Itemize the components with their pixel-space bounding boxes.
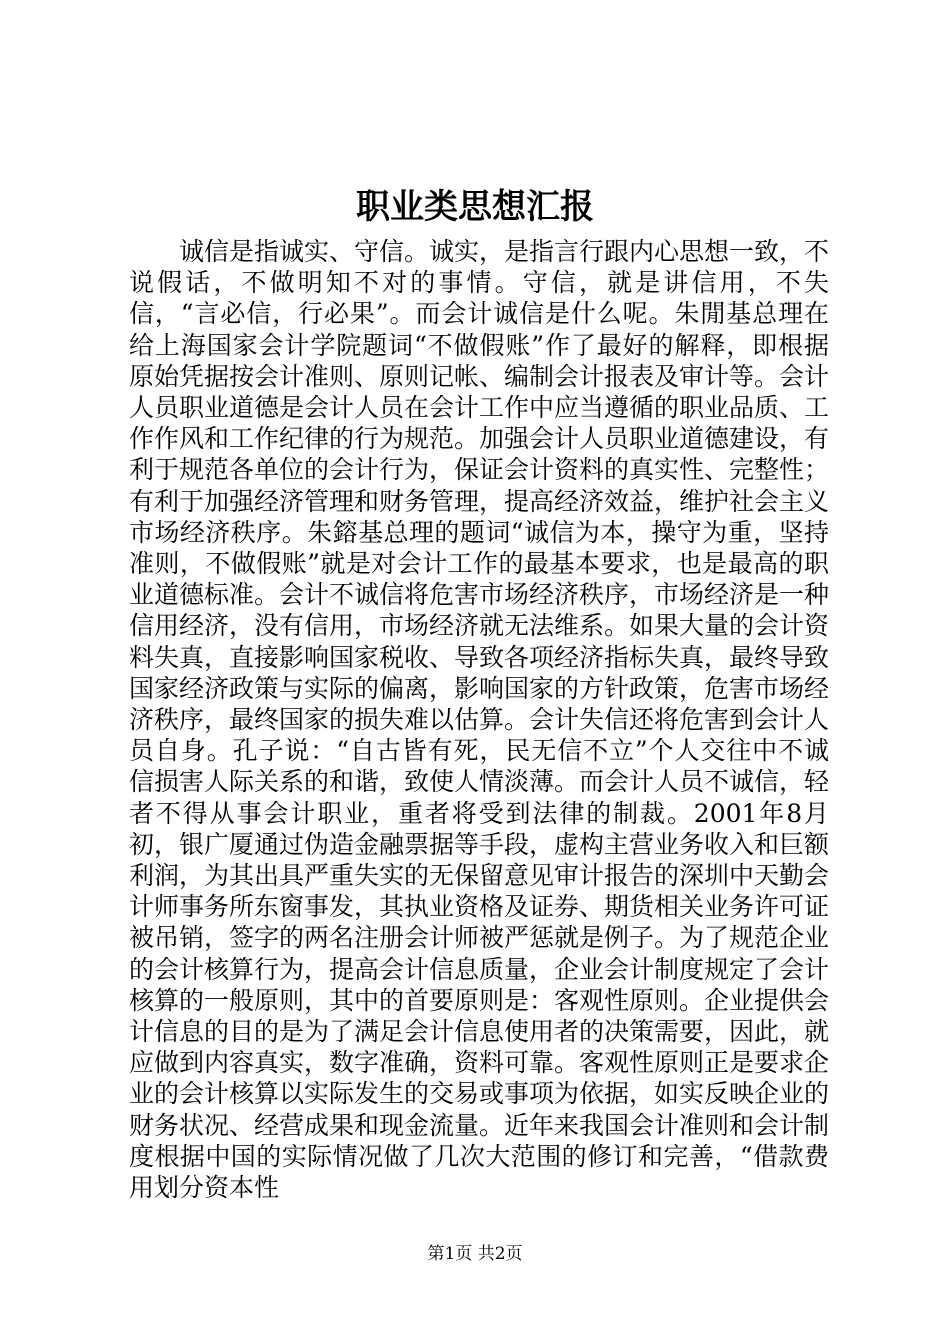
page-number-footer: 第1页 共2页 — [427, 1244, 523, 1264]
document-body-paragraph: 诚信是指诚实、守信。诚实，是指言行跟内心思想一致，不说假话，不做明知不对的事情。守信，就是讲信用，不失信，“言必信，行必果”。而会计诚信是什么呢。朱閒基总理在给上海国家会计学院题词“不做假账”作了最好的解释，即根据原始凭据按会计准则、原则记帐、编制会计报表及审计等。会计人员职业道德是会计人员在会计工作中应当遵循的职业品质、工作作风和工作纪律的行为规范。加强会计人员职业道德建设，有利于规范各单位的会计行为，保证会计资料的真实性、完整性；有利于加强经济管理和财务管理，提高经济效益，维护社会主义市场经济秩序。朱鎔基总理的题词“诚信为本，操守为重，坚持准则，不做假账”就是对会计工作的最基本要求，也是最高的职业道德标准。会计不诚信将危害市场经济秩序，市场经济是一种信用经济，没有信用，市场经济就无法维系。如果大量的会计资料失真，直接影响国家税收、导致各项经济指标失真，最终导致国家经济政策与实际的偏离，影响国家的方针政策，危害市场经济秩序，最终国家的损失难以估算。会计失信还将危害到会计人员自身。孔子说：“自古皆有死，民无信不立”个人交往中不诚信损害人际关系的和谐，致使人情淡薄。而会计人员不诚信，轻者不得从事会计职业，重者将受到法律的制裁。2001年8月初，银广厦通过伪造金融票据等手段，虚构主营业务收入和巨额利润，为其出具严重失实的无保留意见审计报告的深圳中天勤会计师事务所东窗事发，其执业资格及证券、期货相关业务许可证被吊销，签字的两名注册会计师被严惩就是例子。为了规范企业的会计核算行为，提高会计信息质量，企业会计制度规定了会计核算的一般原则，其中的首要原则是：客观性原则。企业提供会计信息的目的是为了满足会计信息使用者的决策需要，因此，就应做到内容真实，数字准确，资料可靠。客观性原则正是要求企业的会计核算以实际发生的交易或事项为依据，如实反映企业的财务状况、经营成果和现金流量。近年来我国会计准则和会计制度根据中国的实际情况做了几次大范围的修订和完善，“借款费用划分资本性 — [129, 237, 830, 1203]
document-title: 职业类思想汇报 — [356, 187, 594, 227]
